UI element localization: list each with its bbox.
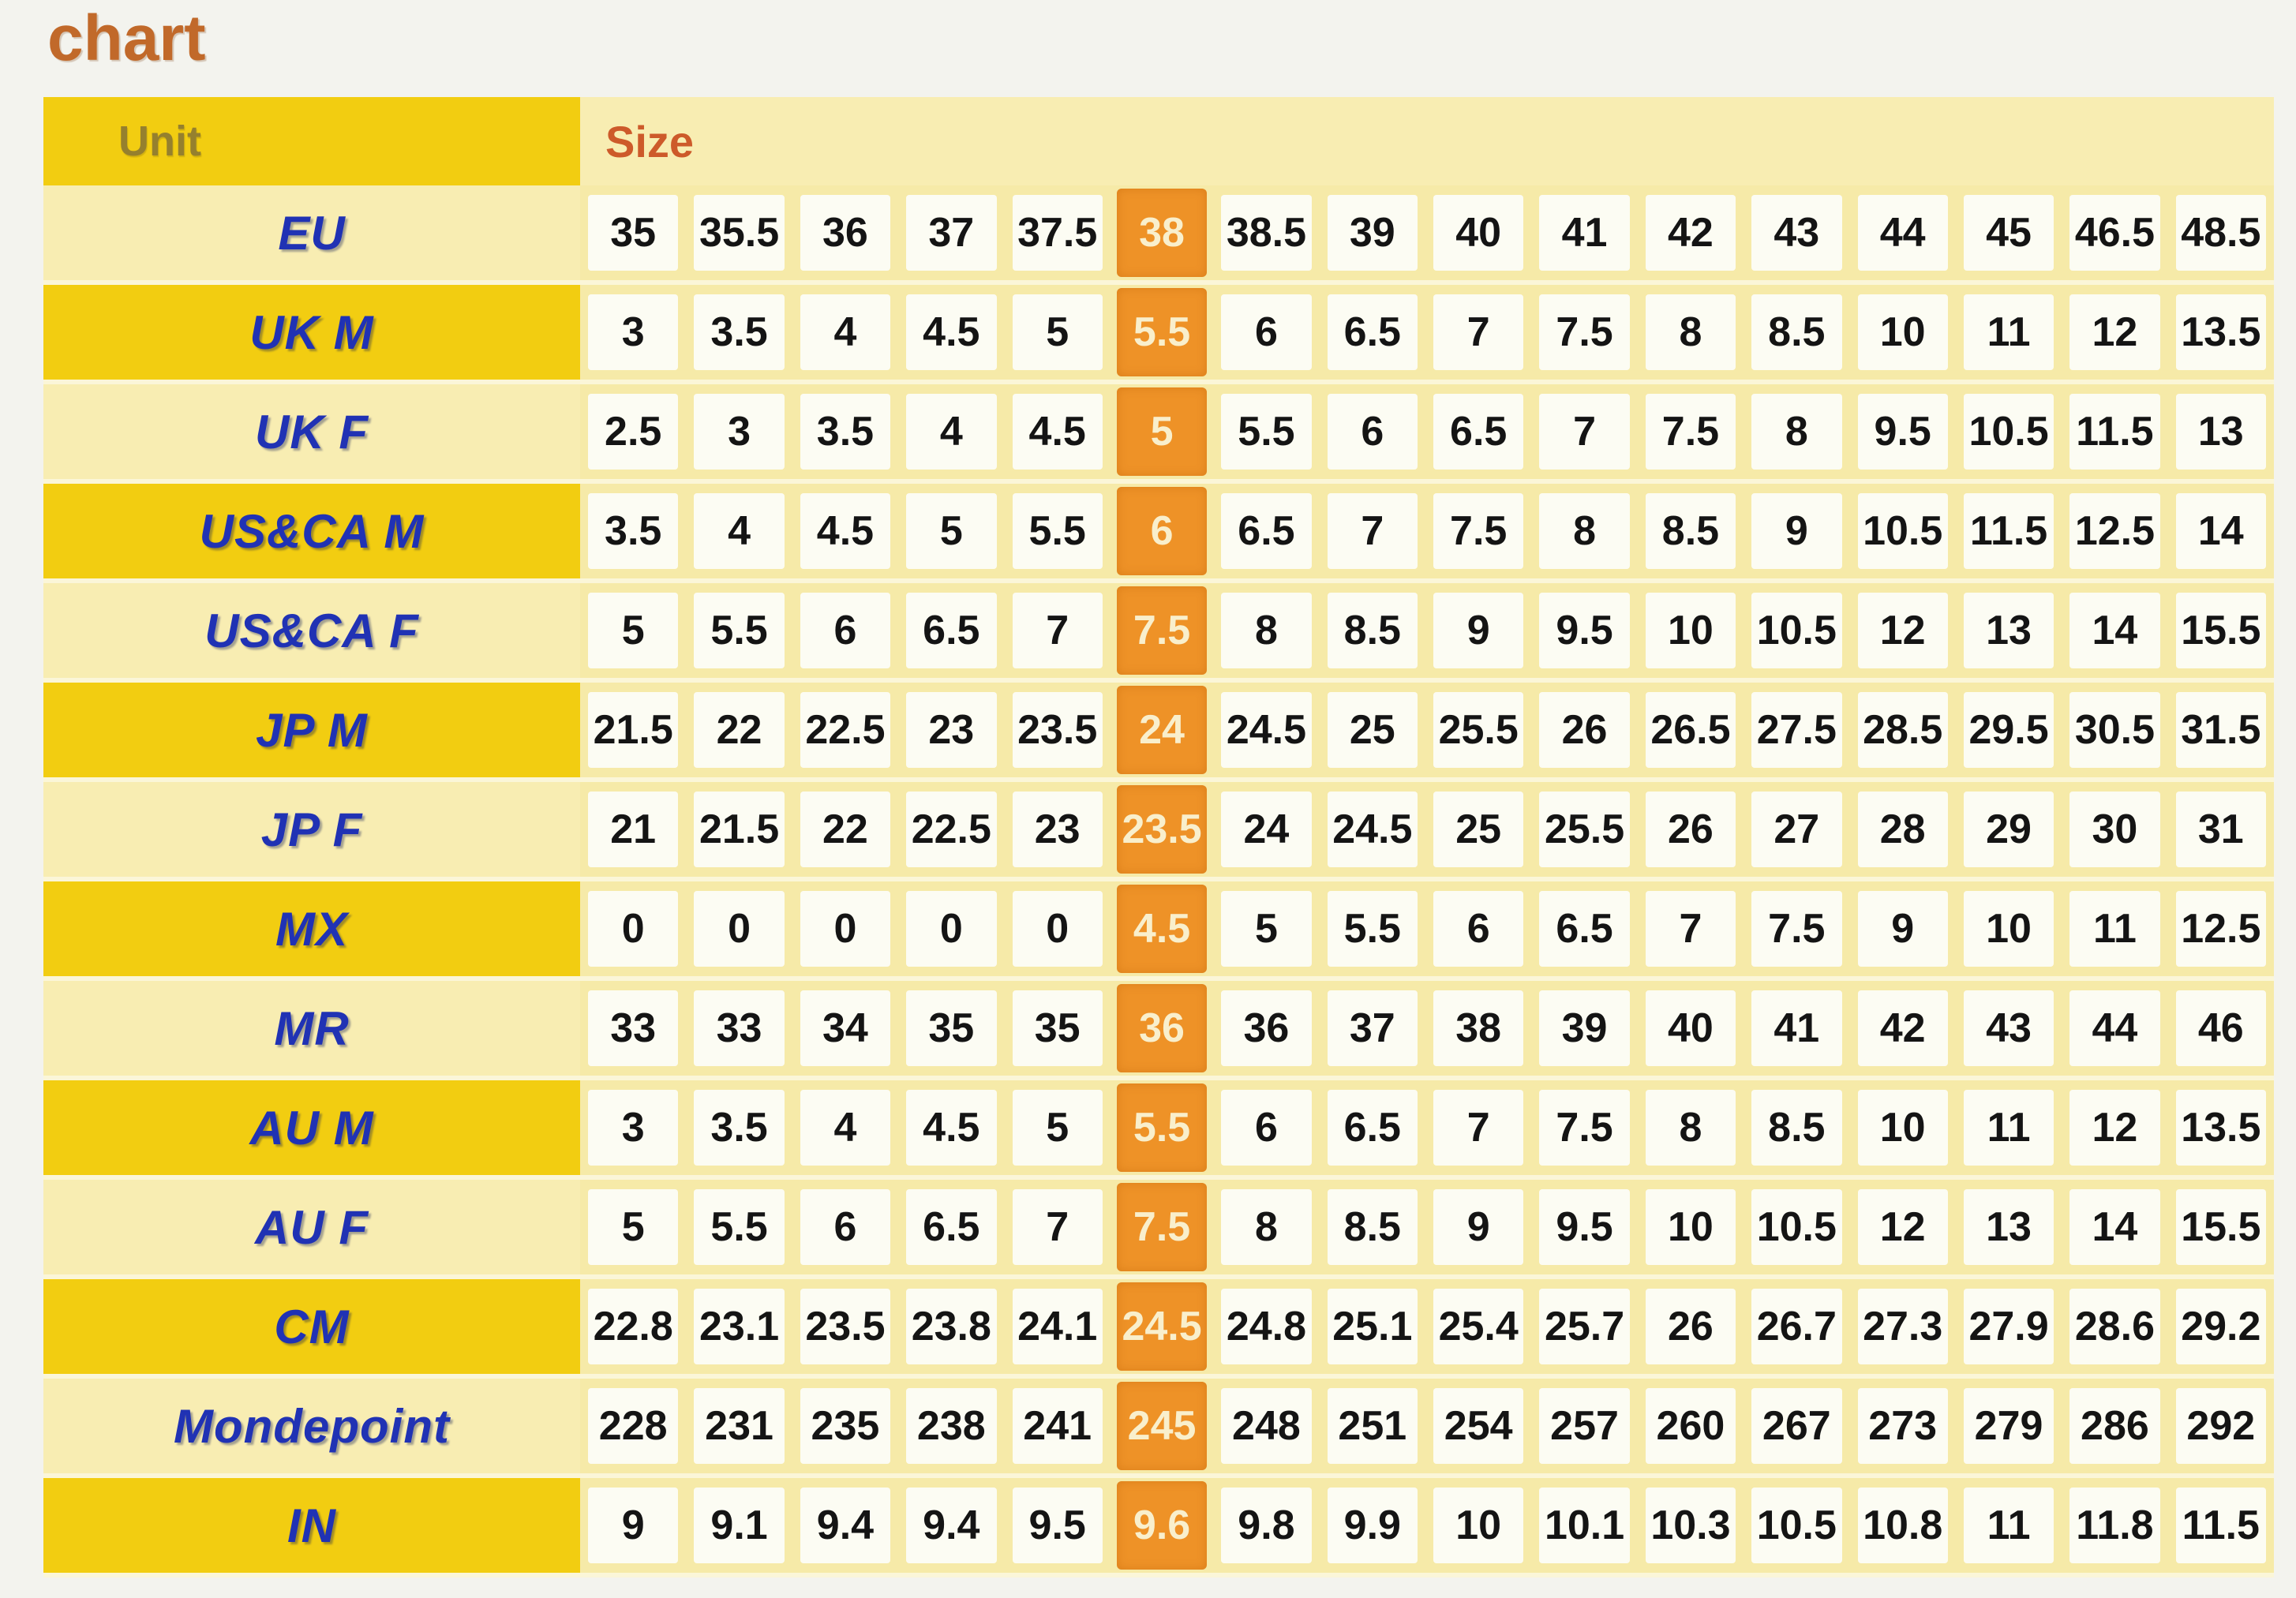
table-row <box>43 683 2274 782</box>
table-row <box>43 384 2274 484</box>
size-cell: 3.5 <box>694 294 784 370</box>
size-cell: 0 <box>800 891 890 967</box>
size-cell: 6 <box>1221 1090 1311 1166</box>
size-cell: 40 <box>1646 990 1736 1066</box>
table-row <box>43 285 2274 384</box>
size-cell: 29.2 <box>2176 1289 2266 1364</box>
size-cell: 14 <box>2069 593 2159 668</box>
size-cell: 22 <box>800 792 890 867</box>
size-cell: 254 <box>1433 1388 1523 1464</box>
size-cell: 8.5 <box>1328 593 1418 668</box>
row-cells <box>580 881 2274 976</box>
size-cell: 28.6 <box>2069 1289 2159 1364</box>
size-cell: 27 <box>1751 792 1841 867</box>
size-cell: 23.5 <box>1013 692 1103 768</box>
size-cell: 6 <box>1433 891 1523 967</box>
size-cell: 48.5 <box>2176 195 2266 271</box>
table-row <box>43 881 2274 981</box>
size-cell: 251 <box>1328 1388 1418 1464</box>
size-cell: 10.5 <box>1751 1488 1841 1563</box>
size-cell: 0 <box>906 891 996 967</box>
table-row <box>43 1080 2274 1180</box>
table-row <box>43 782 2274 881</box>
size-cell: 5.5 <box>694 1189 784 1265</box>
highlighted-size-cell: 6 <box>1117 487 1207 575</box>
row-cells <box>580 484 2274 578</box>
size-cell: 9.4 <box>800 1488 890 1563</box>
size-cell: 228 <box>588 1388 678 1464</box>
size-cell: 25.4 <box>1433 1289 1523 1364</box>
row-label: UK F <box>43 384 580 479</box>
size-cell: 0 <box>694 891 784 967</box>
highlighted-size-cell: 7.5 <box>1117 1183 1207 1271</box>
size-cell: 25.5 <box>1433 692 1523 768</box>
size-cell: 4 <box>800 294 890 370</box>
table-row <box>43 1379 2274 1478</box>
size-cell: 26 <box>1646 792 1736 867</box>
size-cell: 4.5 <box>1013 394 1103 470</box>
size-cell: 279 <box>1964 1388 2054 1464</box>
size-cell: 15.5 <box>2176 1189 2266 1265</box>
row-cells <box>580 782 2274 877</box>
size-cell: 5 <box>906 493 996 569</box>
size-cell: 37 <box>1328 990 1418 1066</box>
size-cell: 11.5 <box>2176 1488 2266 1563</box>
row-label: Mondepoint <box>43 1379 580 1473</box>
row-label: MX <box>43 881 580 976</box>
size-cell: 28.5 <box>1858 692 1948 768</box>
size-cell: 23 <box>906 692 996 768</box>
size-cell: 12.5 <box>2069 493 2159 569</box>
row-cells <box>580 683 2274 777</box>
table-header-row <box>43 97 2274 185</box>
row-cells <box>580 1080 2274 1175</box>
size-cell: 3 <box>588 294 678 370</box>
size-cell: 260 <box>1646 1388 1736 1464</box>
size-cell: 22.8 <box>588 1289 678 1364</box>
row-cells <box>580 981 2274 1076</box>
size-cell: 9 <box>1433 593 1523 668</box>
size-header-cell: Size <box>580 97 2274 185</box>
size-cell: 11 <box>1964 294 2054 370</box>
size-cell: 26.5 <box>1646 692 1736 768</box>
size-cell: 23 <box>1013 792 1103 867</box>
size-cell: 31.5 <box>2176 692 2266 768</box>
size-cell: 38.5 <box>1221 195 1311 271</box>
size-cell: 10.5 <box>1858 493 1948 569</box>
size-cell: 29.5 <box>1964 692 2054 768</box>
highlighted-size-cell: 24 <box>1117 686 1207 774</box>
size-cell: 5 <box>1221 891 1311 967</box>
size-cell: 24.1 <box>1013 1289 1103 1364</box>
size-cell: 12 <box>2069 1090 2159 1166</box>
row-cells <box>580 185 2274 280</box>
size-cell: 4 <box>694 493 784 569</box>
size-cell: 35.5 <box>694 195 784 271</box>
size-cell: 35 <box>1013 990 1103 1066</box>
size-cell: 9.5 <box>1539 593 1629 668</box>
size-cell: 37.5 <box>1013 195 1103 271</box>
size-cell: 273 <box>1858 1388 1948 1464</box>
row-cells <box>580 1180 2274 1274</box>
size-cell: 21.5 <box>694 792 784 867</box>
size-cell: 6.5 <box>906 1189 996 1265</box>
size-cell: 3.5 <box>694 1090 784 1166</box>
size-cell: 9 <box>1433 1189 1523 1265</box>
page-title: chart <box>47 2 206 74</box>
size-cell: 11 <box>1964 1090 2054 1166</box>
highlighted-size-cell: 5.5 <box>1117 288 1207 376</box>
size-cell: 5.5 <box>1013 493 1103 569</box>
size-cell: 12.5 <box>2176 891 2266 967</box>
size-cell: 26 <box>1539 692 1629 768</box>
row-label: AU M <box>43 1080 580 1175</box>
row-label: UK M <box>43 285 580 380</box>
row-label: MR <box>43 981 580 1076</box>
size-cell: 42 <box>1858 990 1948 1066</box>
highlighted-size-cell: 7.5 <box>1117 586 1207 675</box>
size-cell: 2.5 <box>588 394 678 470</box>
size-cell: 6.5 <box>1328 294 1418 370</box>
size-cell: 46 <box>2176 990 2266 1066</box>
size-cell: 10 <box>1964 891 2054 967</box>
size-cell: 13 <box>1964 593 2054 668</box>
size-cell: 10.5 <box>1751 593 1841 668</box>
size-cell: 11.8 <box>2069 1488 2159 1563</box>
size-cell: 41 <box>1751 990 1841 1066</box>
size-cell: 11.5 <box>1964 493 2054 569</box>
size-cell: 4 <box>906 394 996 470</box>
size-cell: 10 <box>1433 1488 1523 1563</box>
size-cell: 13 <box>1964 1189 2054 1265</box>
size-cell: 8 <box>1221 593 1311 668</box>
size-cell: 7 <box>1328 493 1418 569</box>
row-cells <box>580 285 2274 380</box>
row-cells <box>580 583 2274 678</box>
row-label: AU F <box>43 1180 580 1274</box>
table-row <box>43 1180 2274 1279</box>
size-cell: 23.8 <box>906 1289 996 1364</box>
row-cells <box>580 1379 2274 1473</box>
size-cell: 9.4 <box>906 1488 996 1563</box>
size-cell: 12 <box>2069 294 2159 370</box>
size-cell: 26 <box>1646 1289 1736 1364</box>
size-cell: 3 <box>588 1090 678 1166</box>
size-cell: 13 <box>2176 394 2266 470</box>
size-cell: 5 <box>588 593 678 668</box>
size-cell: 5.5 <box>1328 891 1418 967</box>
size-cell: 292 <box>2176 1388 2266 1464</box>
size-cell: 36 <box>800 195 890 271</box>
size-cell: 0 <box>1013 891 1103 967</box>
table-row <box>43 484 2274 583</box>
size-cell: 5.5 <box>1221 394 1311 470</box>
size-cell: 22 <box>694 692 784 768</box>
highlighted-size-cell: 38 <box>1117 189 1207 277</box>
highlighted-size-cell: 5.5 <box>1117 1083 1207 1172</box>
size-cell: 30 <box>2069 792 2159 867</box>
size-cell: 7 <box>1013 1189 1103 1265</box>
table-row <box>43 1279 2274 1379</box>
size-cell: 238 <box>906 1388 996 1464</box>
size-cell: 43 <box>1964 990 2054 1066</box>
size-cell: 6 <box>800 1189 890 1265</box>
size-cell: 6 <box>800 593 890 668</box>
size-cell: 36 <box>1221 990 1311 1066</box>
row-cells <box>580 1478 2274 1573</box>
size-cell: 10.5 <box>1751 1189 1841 1265</box>
size-cell: 7.5 <box>1433 493 1523 569</box>
size-cell: 7.5 <box>1539 1090 1629 1166</box>
size-cell: 8.5 <box>1751 1090 1841 1166</box>
size-cell: 7.5 <box>1646 394 1736 470</box>
size-cell: 9.5 <box>1858 394 1948 470</box>
size-cell: 267 <box>1751 1388 1841 1464</box>
size-cell: 29 <box>1964 792 2054 867</box>
size-cell: 13.5 <box>2176 294 2266 370</box>
highlighted-size-cell: 23.5 <box>1117 785 1207 874</box>
table-row <box>43 583 2274 683</box>
size-cell: 5.5 <box>694 593 784 668</box>
size-cell: 4.5 <box>906 294 996 370</box>
size-cell: 34 <box>800 990 890 1066</box>
size-cell: 35 <box>588 195 678 271</box>
size-cell: 23.5 <box>800 1289 890 1364</box>
size-cell: 8 <box>1221 1189 1311 1265</box>
size-cell: 35 <box>906 990 996 1066</box>
size-cell: 8 <box>1646 1090 1736 1166</box>
size-cell: 12 <box>1858 593 1948 668</box>
size-cell: 7 <box>1013 593 1103 668</box>
row-label: EU <box>43 185 580 280</box>
size-cell: 25 <box>1433 792 1523 867</box>
size-cell: 5 <box>1013 1090 1103 1166</box>
size-cell: 10.8 <box>1858 1488 1948 1563</box>
size-cell: 9 <box>1858 891 1948 967</box>
size-cell: 24.8 <box>1221 1289 1311 1364</box>
size-cell: 6 <box>1328 394 1418 470</box>
row-label: IN <box>43 1478 580 1573</box>
size-cell: 43 <box>1751 195 1841 271</box>
table-row <box>43 981 2274 1080</box>
highlighted-size-cell: 24.5 <box>1117 1282 1207 1371</box>
size-cell: 23.1 <box>694 1289 784 1364</box>
size-cell: 11.5 <box>2069 394 2159 470</box>
size-cell: 5 <box>1013 294 1103 370</box>
size-cell: 46.5 <box>2069 195 2159 271</box>
size-cell: 39 <box>1539 990 1629 1066</box>
size-cell: 24.5 <box>1221 692 1311 768</box>
size-cell: 44 <box>2069 990 2159 1066</box>
row-label: JP F <box>43 782 580 877</box>
size-cell: 10 <box>1858 294 1948 370</box>
size-cell: 8.5 <box>1646 493 1736 569</box>
size-cell: 248 <box>1221 1388 1311 1464</box>
size-cell: 27.9 <box>1964 1289 2054 1364</box>
size-cell: 9.8 <box>1221 1488 1311 1563</box>
size-cell: 22.5 <box>906 792 996 867</box>
size-cell: 41 <box>1539 195 1629 271</box>
size-cell: 12 <box>1858 1189 1948 1265</box>
size-cell: 45 <box>1964 195 2054 271</box>
size-cell: 21 <box>588 792 678 867</box>
size-cell: 241 <box>1013 1388 1103 1464</box>
size-cell: 21.5 <box>588 692 678 768</box>
size-cell: 7 <box>1433 294 1523 370</box>
row-label: CM <box>43 1279 580 1374</box>
size-cell: 15.5 <box>2176 593 2266 668</box>
size-cell: 24 <box>1221 792 1311 867</box>
size-cell: 8 <box>1646 294 1736 370</box>
size-cell: 235 <box>800 1388 890 1464</box>
size-cell: 4 <box>800 1090 890 1166</box>
size-cell: 28 <box>1858 792 1948 867</box>
size-cell: 7 <box>1646 891 1736 967</box>
size-cell: 6.5 <box>1221 493 1311 569</box>
size-cell: 33 <box>694 990 784 1066</box>
size-cell: 4.5 <box>906 1090 996 1166</box>
size-cell: 25.7 <box>1539 1289 1629 1364</box>
size-cell: 44 <box>1858 195 1948 271</box>
size-cell: 14 <box>2176 493 2266 569</box>
table-row <box>43 1478 2274 1577</box>
size-conversion-table <box>43 97 2274 1577</box>
size-cell: 8 <box>1539 493 1629 569</box>
row-cells <box>580 1279 2274 1374</box>
highlighted-size-cell: 9.6 <box>1117 1481 1207 1570</box>
size-cell: 4.5 <box>800 493 890 569</box>
size-cell: 3.5 <box>588 493 678 569</box>
size-cell: 10 <box>1646 593 1736 668</box>
size-cell: 6.5 <box>906 593 996 668</box>
highlighted-size-cell: 245 <box>1117 1382 1207 1470</box>
size-cell: 9 <box>1751 493 1841 569</box>
highlighted-size-cell: 5 <box>1117 387 1207 476</box>
size-cell: 37 <box>906 195 996 271</box>
size-cell: 31 <box>2176 792 2266 867</box>
size-cell: 286 <box>2069 1388 2159 1464</box>
size-cell: 25.5 <box>1539 792 1629 867</box>
size-cell: 5 <box>588 1189 678 1265</box>
size-cell: 7 <box>1539 394 1629 470</box>
highlighted-size-cell: 4.5 <box>1117 885 1207 973</box>
size-cell: 11 <box>2069 891 2159 967</box>
size-cell: 0 <box>588 891 678 967</box>
size-cell: 8.5 <box>1751 294 1841 370</box>
size-cell: 7.5 <box>1539 294 1629 370</box>
size-cell: 8.5 <box>1328 1189 1418 1265</box>
size-cell: 9.1 <box>694 1488 784 1563</box>
size-cell: 257 <box>1539 1388 1629 1464</box>
table-body <box>43 185 2274 1577</box>
size-cell: 10 <box>1858 1090 1948 1166</box>
size-cell: 10.3 <box>1646 1488 1736 1563</box>
size-cell: 11 <box>1964 1488 2054 1563</box>
size-cell: 42 <box>1646 195 1736 271</box>
row-label: US&CA F <box>43 583 580 678</box>
size-cell: 6.5 <box>1539 891 1629 967</box>
size-cell: 231 <box>694 1388 784 1464</box>
size-cell: 9.5 <box>1013 1488 1103 1563</box>
size-cell: 39 <box>1328 195 1418 271</box>
size-cell: 9.9 <box>1328 1488 1418 1563</box>
table-row <box>43 185 2274 285</box>
size-cell: 38 <box>1433 990 1523 1066</box>
size-cell: 27.5 <box>1751 692 1841 768</box>
size-cell: 25.1 <box>1328 1289 1418 1364</box>
size-cell: 10.5 <box>1964 394 2054 470</box>
size-cell: 22.5 <box>800 692 890 768</box>
size-cell: 10 <box>1646 1189 1736 1265</box>
row-label: JP M <box>43 683 580 777</box>
size-cell: 33 <box>588 990 678 1066</box>
size-cell: 9 <box>588 1488 678 1563</box>
size-cell: 9.5 <box>1539 1189 1629 1265</box>
size-cell: 30.5 <box>2069 692 2159 768</box>
row-label: US&CA M <box>43 484 580 578</box>
size-cell: 3 <box>694 394 784 470</box>
size-cell: 3.5 <box>800 394 890 470</box>
size-cell: 24.5 <box>1328 792 1418 867</box>
row-cells <box>580 384 2274 479</box>
size-cell: 14 <box>2069 1189 2159 1265</box>
highlighted-size-cell: 36 <box>1117 984 1207 1072</box>
size-cell: 6 <box>1221 294 1311 370</box>
unit-header-cell: Unit <box>43 97 580 185</box>
size-cell: 25 <box>1328 692 1418 768</box>
size-cell: 13.5 <box>2176 1090 2266 1166</box>
size-cell: 7.5 <box>1751 891 1841 967</box>
size-cell: 6.5 <box>1433 394 1523 470</box>
size-cell: 40 <box>1433 195 1523 271</box>
size-cell: 8 <box>1751 394 1841 470</box>
size-cell: 6.5 <box>1328 1090 1418 1166</box>
size-cell: 7 <box>1433 1090 1523 1166</box>
size-cell: 26.7 <box>1751 1289 1841 1364</box>
size-cell: 10.1 <box>1539 1488 1629 1563</box>
size-cell: 27.3 <box>1858 1289 1948 1364</box>
